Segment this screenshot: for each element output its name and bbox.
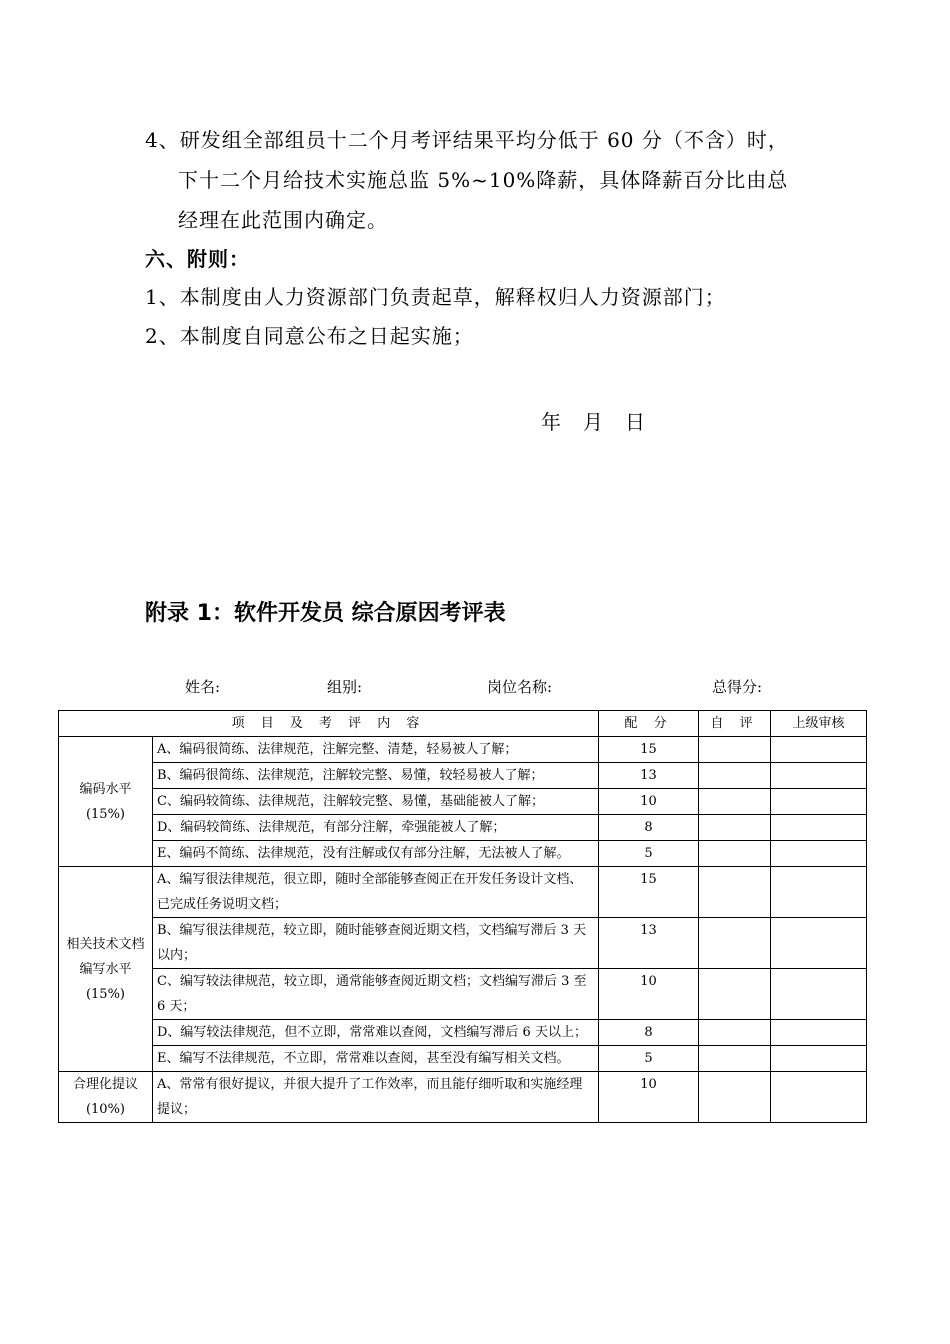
self-eval-cell[interactable] (699, 867, 771, 918)
item4-line1: 4、研发组全部组员十二个月考评结果平均分低于 60 分（不含）时， (145, 128, 789, 152)
evaluation-table (58, 710, 867, 1123)
table-row (59, 737, 867, 763)
table-row (59, 918, 867, 969)
item4-line3: 经理在此范围内确定。 (178, 208, 388, 232)
table-header-row (59, 711, 867, 737)
item-text: C、编写较法律规范，较立即，通常能够查阅近期文档；文档编写滞后 3 至 6 天； (153, 969, 599, 1020)
rule-2: 2、本制度自同意公布之日起实施； (145, 324, 474, 348)
review-cell[interactable] (771, 969, 867, 1020)
table-row (59, 841, 867, 867)
category-weight: (10%) (85, 1102, 126, 1117)
review-cell[interactable] (771, 867, 867, 918)
table-row (59, 815, 867, 841)
item-text: B、编码很简练、法律规范，注解较完整、易懂，较轻易被人了解； (153, 763, 599, 789)
item-score: 5 (599, 841, 699, 867)
self-eval-cell[interactable] (699, 763, 771, 789)
self-eval-cell[interactable] (699, 789, 771, 815)
name-label: 姓名: (185, 678, 221, 696)
self-eval-cell[interactable] (699, 841, 771, 867)
review-cell[interactable] (771, 918, 867, 969)
table-row (59, 1020, 867, 1046)
item-text: C、编码较简练、法律规范，注解较完整、易懂，基础能被人了解； (153, 789, 599, 815)
review-cell[interactable] (771, 841, 867, 867)
header-supervisor-review: 上级审核 (771, 711, 867, 737)
table-row (59, 969, 867, 1020)
item-score: 8 (599, 815, 699, 841)
self-eval-cell[interactable] (699, 1046, 771, 1072)
date-line: 年 月 日 (541, 410, 646, 434)
category-weight: (15%) (85, 986, 126, 1002)
review-cell[interactable] (771, 789, 867, 815)
self-eval-cell[interactable] (699, 815, 771, 841)
group-label: 组别: (327, 678, 363, 696)
item-score: 8 (599, 1020, 699, 1046)
review-cell[interactable] (771, 815, 867, 841)
total-score-label: 总得分: (712, 678, 763, 696)
self-eval-cell[interactable] (699, 969, 771, 1020)
review-cell[interactable] (771, 737, 867, 763)
header-content: 项 目 及 考 评 内 容 (59, 711, 599, 737)
appendix-title: 附录 1：软件开发员 综合原因考评表 (145, 601, 506, 626)
table-row (59, 867, 867, 918)
item4-line2: 下十二个月给技术实施总监 5%~10%降薪，具体降薪百分比由总 (178, 168, 789, 192)
item-text: D、编码较简练、法律规范，有部分注解，牵强能被人了解； (153, 815, 599, 841)
item-score: 13 (599, 918, 699, 969)
rule-1: 1、本制度由人力资源部门负责起草，解释权归人力资源部门； (145, 285, 726, 309)
item-score: 13 (599, 763, 699, 789)
item-text: A、编码很简练、法律规范，注解完整、清楚，轻易被人了解； (153, 737, 599, 763)
section6-heading: 六、附则： (145, 247, 250, 271)
table-row (59, 1072, 867, 1123)
item-score: 10 (599, 1072, 699, 1123)
header-points: 配 分 (599, 711, 699, 737)
item-score: 15 (599, 737, 699, 763)
item-score: 10 (599, 789, 699, 815)
review-cell[interactable] (771, 1072, 867, 1123)
item-text: A、编写很法律规范，很立即，随时全部能够查阅正在开发任务设计文档、已完成任务说明文档； (153, 867, 599, 918)
item-score: 15 (599, 867, 699, 918)
self-eval-cell[interactable] (699, 1020, 771, 1046)
self-eval-cell[interactable] (699, 918, 771, 969)
table-row (59, 1046, 867, 1072)
table-row (59, 789, 867, 815)
position-label: 岗位名称: (487, 678, 553, 696)
category-name: 相关技术文档编写水平 (66, 936, 145, 977)
item-text: D、编写较法律规范，但不立即，常常难以查阅，文档编写滞后 6 天以上； (153, 1020, 599, 1046)
category-suggestions (59, 1072, 153, 1123)
self-eval-cell[interactable] (699, 737, 771, 763)
item-text: A、常常有很好提议，并很大提升了工作效率，而且能仔细听取和实施经理提议； (153, 1072, 599, 1123)
category-weight: (15%) (85, 806, 126, 822)
item-text: B、编写很法律规范，较立即，随时能够查阅近期文档，文档编写滞后 3 天以内； (153, 918, 599, 969)
category-name: 编码水平 (79, 781, 132, 797)
review-cell[interactable] (771, 1046, 867, 1072)
item-text: E、编码不简练、法律规范，没有注解或仅有部分注解，无法被人了解。 (153, 841, 599, 867)
table-row (59, 763, 867, 789)
category-documentation (59, 867, 153, 1072)
review-cell[interactable] (771, 763, 867, 789)
item-score: 10 (599, 969, 699, 1020)
self-eval-cell[interactable] (699, 1072, 771, 1123)
category-coding (59, 737, 153, 867)
header-self-eval: 自 评 (699, 711, 771, 737)
review-cell[interactable] (771, 1020, 867, 1046)
item-text: E、编写不法律规范，不立即，常常难以查阅，甚至没有编写相关文档。 (153, 1046, 599, 1072)
item-score: 5 (599, 1046, 699, 1072)
category-name: 合理化提议 (72, 1077, 138, 1092)
